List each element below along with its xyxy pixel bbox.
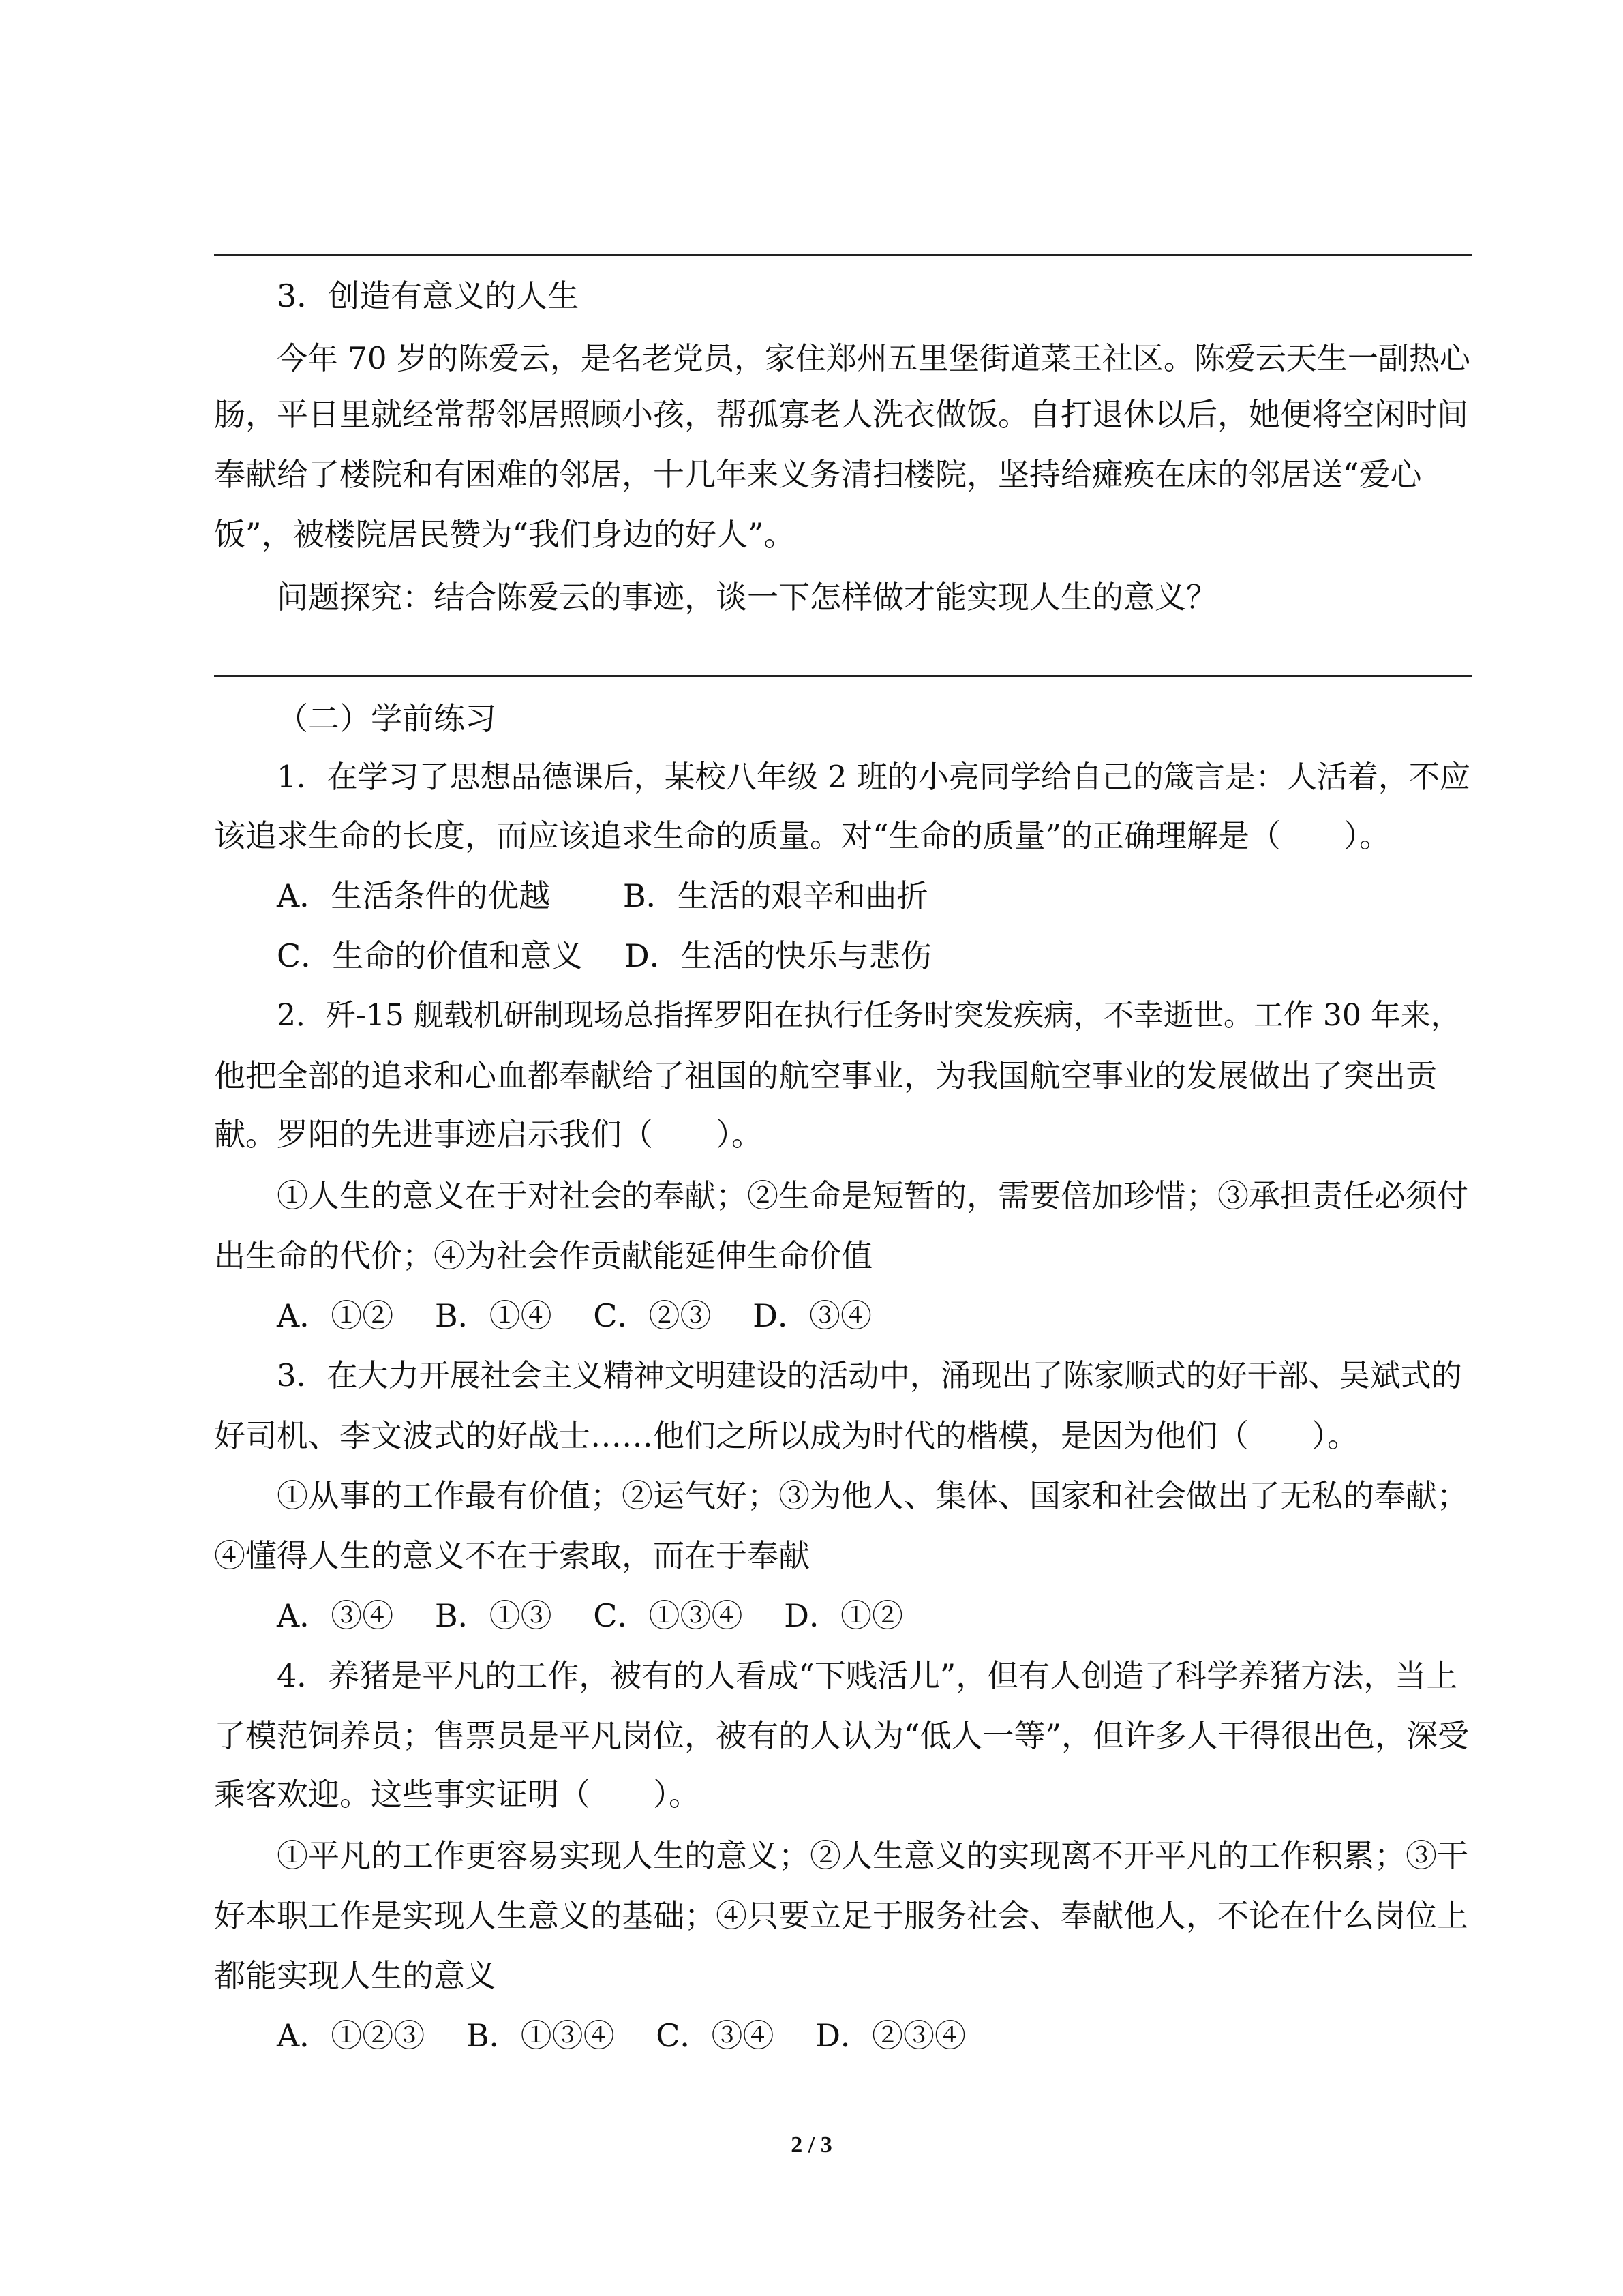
q2-options: A．①② B．①④ C．②③ D．③④ [277,1297,872,1334]
paragraph-line: 肠，平日里就经常帮邻居照顾小孩，帮孤寡老人洗衣做饭。自打退休以后，她便将空闲时间 [214,396,1468,433]
q1-line: 1．在学习了思想品德课后，某校八年级 2 班的小亮同学给自己的箴言是：人活着，不应 [277,759,1470,795]
q2-line: 2．歼-15 舰载机研制现场总指挥罗阳在执行任务时突发疾病，不幸逝世。工作 30 年来， [277,998,1461,1033]
paragraph-line: 饭”，被楼院居民赞为“我们身边的好人”。 [214,516,795,553]
section-heading: 3．创造有意义的人生 [277,277,579,314]
q3-line: 3．在大力开展社会主义精神文明建设的活动中，涌现出了陈家顺式的好干部、吴斌式的 [277,1357,1462,1393]
q3-options: A．③④ B．①③ C．①③④ D．①② [277,1597,903,1634]
q3-statement: ④懂得人生的意义不在于索取，而在于奉献 [214,1537,810,1574]
q1-line: 该追求生命的长度，而应该追求生命的质量。对“生命的质量”的正确理解是（ ）。 [214,817,1391,854]
q3-statement: ①从事的工作最有价值；②运气好；③为他人、集体、国家和社会做出了无私的奉献； [277,1477,1468,1514]
q4-line: 了模范饲养员；售票员是平凡岗位，被有的人认为“低人一等”，但许多人干得很出色，深受 [214,1717,1470,1754]
q4-statement: 都能实现人生的意义 [214,1957,496,1994]
q1-option: A．生活条件的优越 B．生活的艰辛和曲折 [277,877,928,914]
q2-line: 献。罗阳的先进事迹启示我们（ ）。 [214,1116,763,1153]
q2-statement: ①人生的意义在于对社会的奉献；②生命是短暂的，需要倍加珍惜；③承担责任必须付 [277,1177,1468,1214]
q4-line: 4．养猪是平凡的工作，被有的人看成“下贱活儿”，但有人创造了科学养猪方法，当上 [277,1657,1458,1694]
question-prompt: 问题探究：结合陈爱云的事迹，谈一下怎样做才能实现人生的意义？ [277,579,1217,616]
q4-options: A．①②③ B．①③④ C．③④ D．②③④ [277,2017,966,2054]
q4-line: 乘客欢迎。这些事实证明（ ）。 [214,1776,700,1813]
q2-statement: 出生命的代价；④为社会作贡献能延伸生命价值 [214,1237,873,1274]
q4-statement: ①平凡的工作更容易实现人生的意义；②人生意义的实现离不开平凡的工作积累；③干 [277,1837,1468,1874]
page-number: 2 / 3 [791,2132,832,2158]
q1-option: C．生命的价值和意义 D．生活的快乐与悲伤 [277,937,932,974]
paragraph-line: 今年 70 岁的陈爱云，是名老党员，家住郑州五里堡街道菜王社区。陈爱云天生一副热心 [277,340,1470,376]
paragraph-line: 奉献给了楼院和有困难的邻居，十几年来义务清扫楼院，坚持给瘫痪在床的邻居送“爱心 [214,456,1422,493]
q2-line: 他把全部的追求和心血都奉献给了祖国的航空事业，为我国航空事业的发展做出了突出贡 [214,1057,1437,1094]
answer-line-1 [214,254,1472,256]
q4-statement: 好本职工作是实现人生意义的基础；④只要立足于服务社会、奉献他人，不论在什么岗位上 [214,1897,1468,1934]
answer-line-2 [214,675,1472,677]
practice-heading: （二）学前练习 [277,700,496,737]
q3-line: 好司机、李文波式的好战士……他们之所以成为时代的楷模，是因为他们（ ）。 [214,1417,1359,1454]
